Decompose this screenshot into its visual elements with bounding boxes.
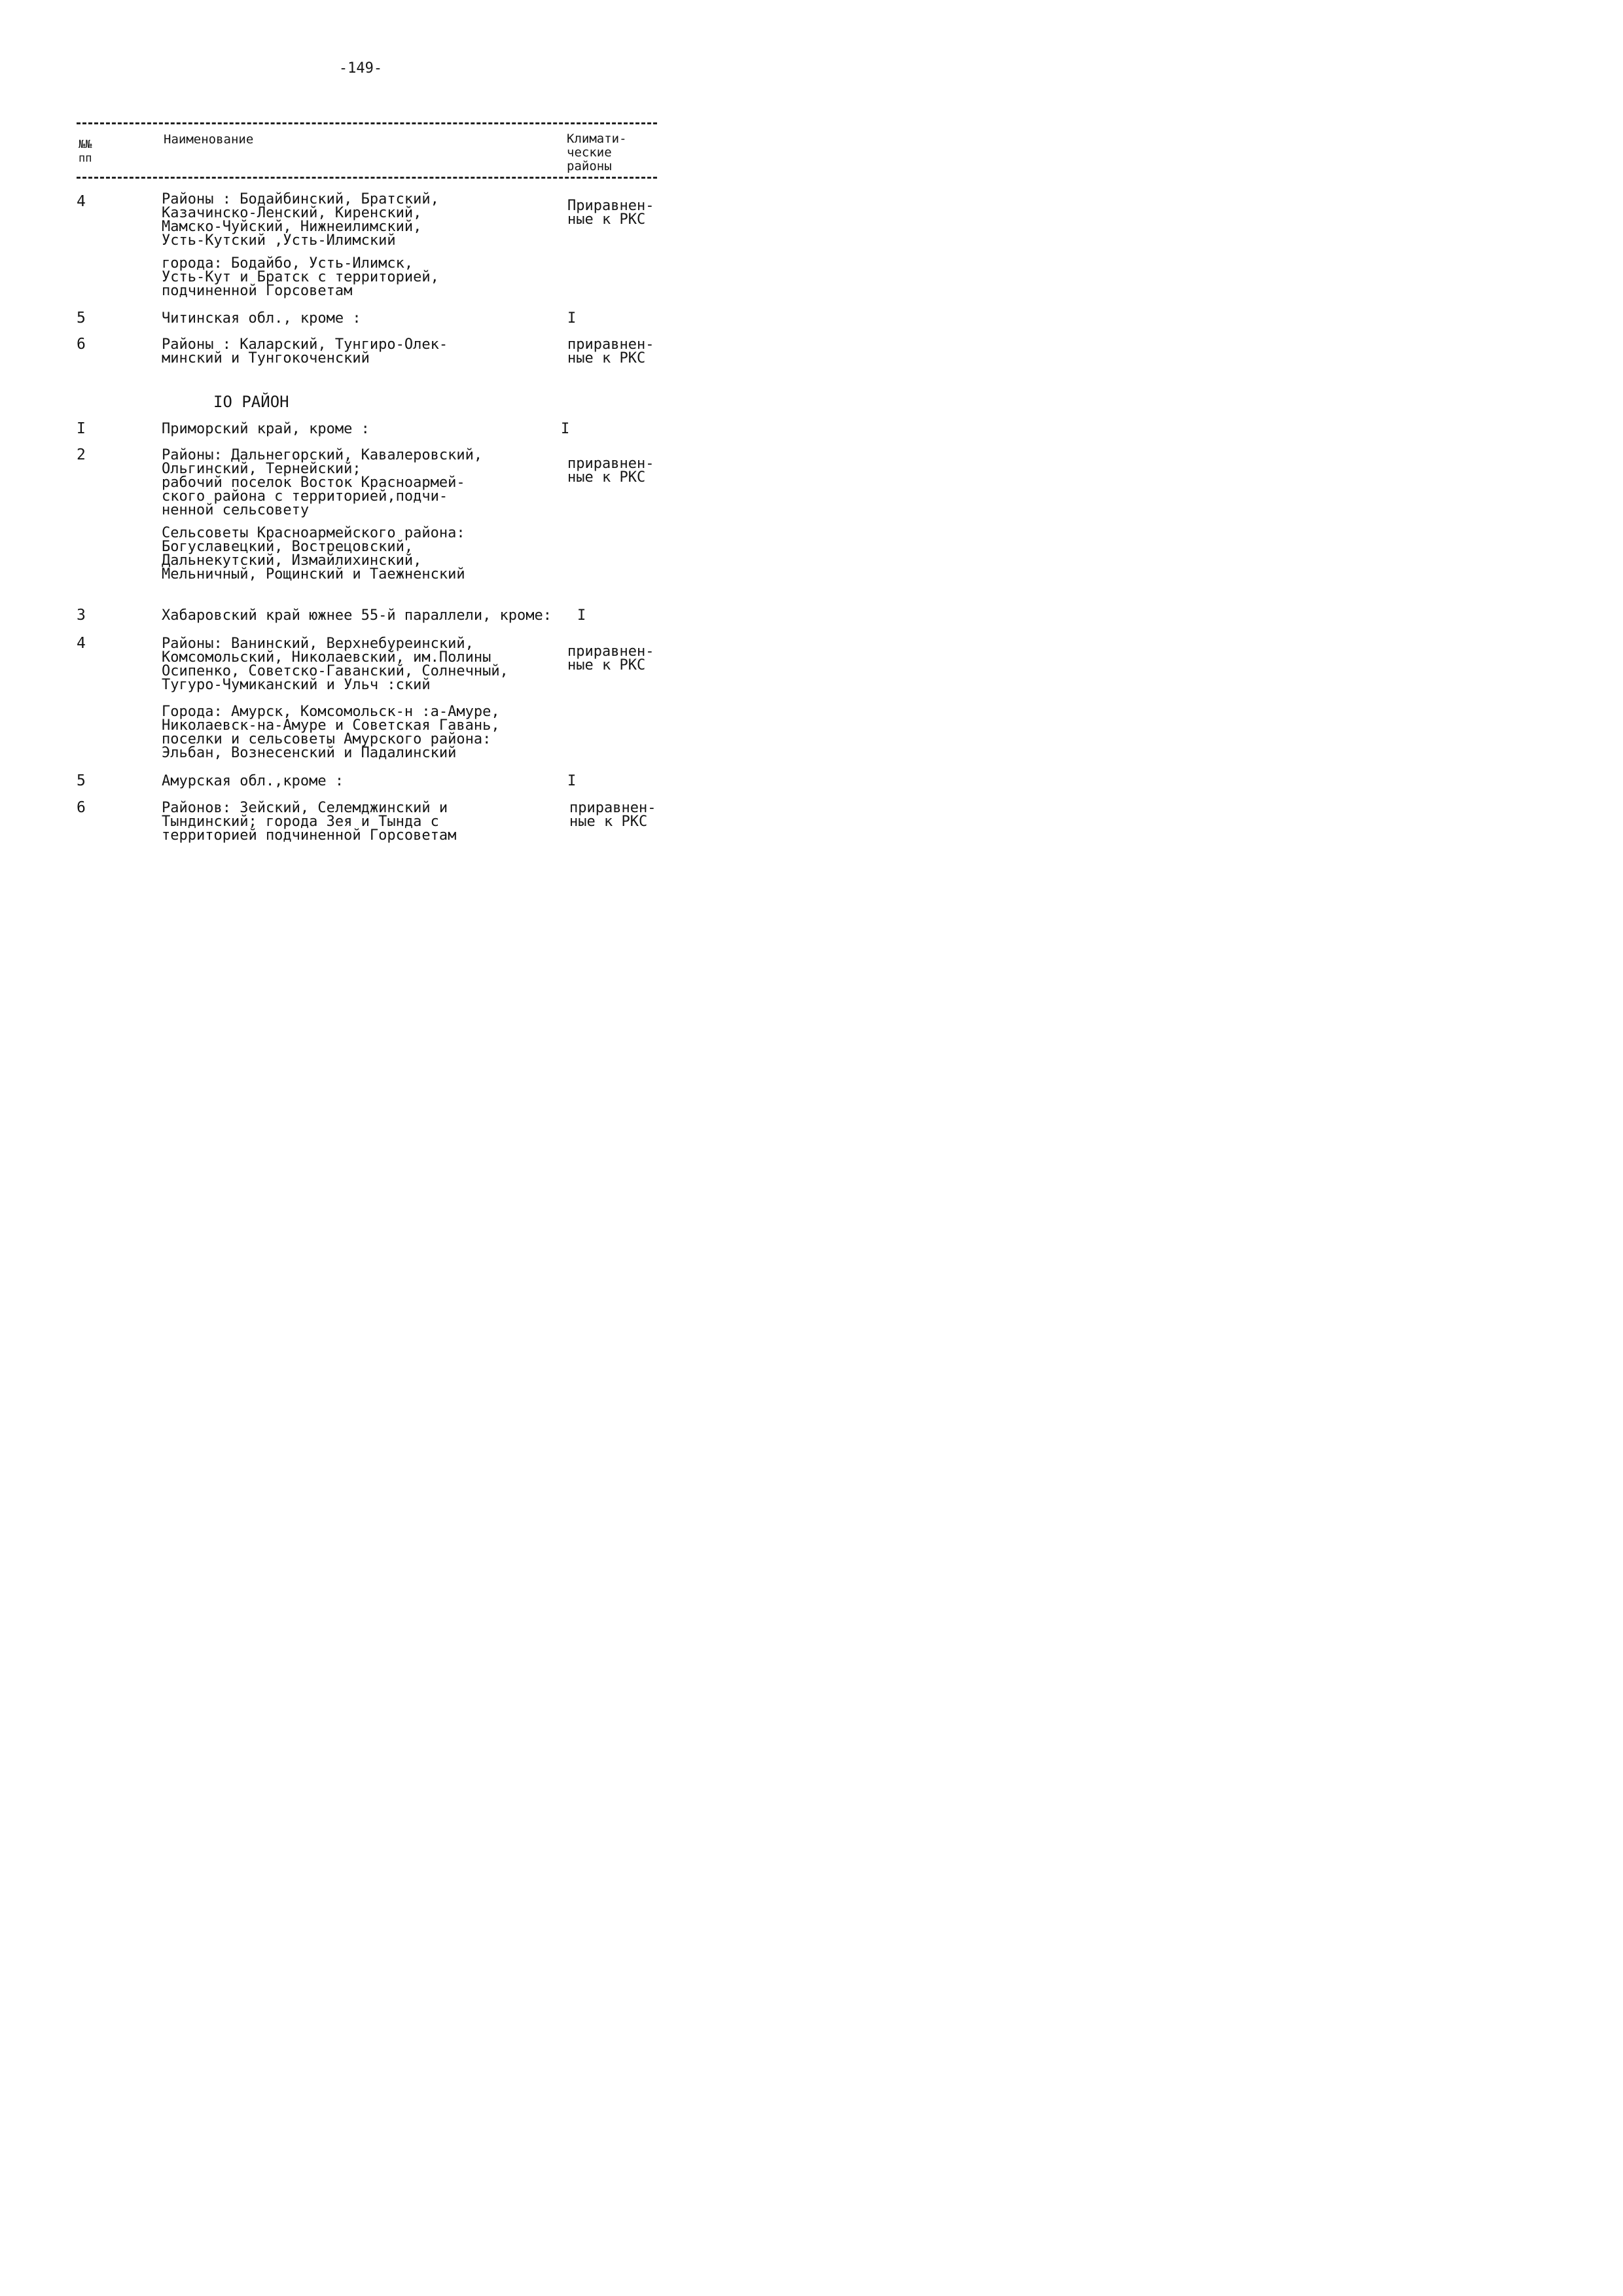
row-climate: I bbox=[577, 607, 586, 624]
row-climate: приравнен- ные к РКС bbox=[567, 336, 654, 367]
row-climate: приравнен- ные к РКС bbox=[567, 643, 654, 673]
row-climate: приравнен- ные к РКС bbox=[567, 456, 654, 486]
row-number: 5 bbox=[77, 310, 86, 327]
header-top-rule bbox=[77, 122, 657, 124]
row-number: 6 bbox=[77, 799, 86, 816]
row-number: 3 bbox=[77, 607, 86, 624]
row-climate: I bbox=[561, 421, 570, 437]
row-name: Районы : Бодайбинский, Братский, Казачинско-Ленский, Киренский, Мамско-Чуйский, Нижнеилимский, Усть-Кутский ,Усть-Илимский bbox=[162, 191, 439, 249]
row-climate: I bbox=[567, 773, 577, 789]
row-name: города: Бодайбо, Усть-Илимск, Усть-Кут и Братск с территорией, подчиненной Горсоветам bbox=[162, 255, 439, 299]
row-number: I bbox=[77, 420, 86, 437]
row-name: Города: Амурск, Комсомольск-н :а-Амуре, Николаевск-на-Амуре и Советская Гавань, поселки и сельсоветы Амурского района: Эльбан, Вознесенский и Падалинский bbox=[162, 704, 500, 761]
row-name: Хабаровский край южнее 55-й параллели, кроме: bbox=[162, 607, 552, 624]
row-climate: Приравнен- ные к РКС bbox=[567, 198, 654, 228]
row-climate: I bbox=[567, 310, 577, 327]
row-number: 2 bbox=[77, 446, 86, 463]
row-number: 6 bbox=[77, 336, 86, 353]
row-climate: приравнен- ные к РКС bbox=[569, 800, 656, 830]
header-bottom-rule bbox=[77, 177, 657, 179]
section-title: IO РАЙОН bbox=[213, 393, 289, 411]
row-name: Районов: Зейский, Селемджинский и Тындинский; города Зея и Тында с территорией подчиненной Горсоветам bbox=[162, 800, 457, 844]
page-number: -149- bbox=[338, 60, 383, 77]
row-name: Районы: Ванинский, Верхнебуреинский, Комсомольский, Николаевский, им.Полины Осипенко, Советско-Гаванский, Солнечный, Тугуро-Чумиканский и Ульч :ский bbox=[162, 636, 508, 693]
header-name-column: Наименование bbox=[164, 132, 254, 147]
row-name: Приморский край, кроме : bbox=[162, 421, 370, 437]
header-climate-column: Климати- ческие районы bbox=[567, 132, 627, 173]
row-name: Районы: Дальнегорский, Кавалеровский, Ольгинский, Тернейский; рабочий поселок Восток Красноармей- ского района с территорией,подчи- ненной сельсовету bbox=[162, 447, 483, 518]
row-number: 4 bbox=[77, 635, 86, 652]
header-number-column: №№ пп bbox=[79, 138, 92, 165]
row-number: 5 bbox=[77, 772, 86, 789]
row-name: Сельсоветы Красноармейского района: Богуславецкий, Вострецовский, Дальнекутский, Измайлихинский, Мельничный, Рощинский и Таежненский bbox=[162, 525, 465, 583]
row-number: 4 bbox=[77, 193, 86, 210]
row-name: Читинская обл., кроме : bbox=[162, 310, 361, 327]
row-name: Районы : Каларский, Тунгиро-Олек- минский и Тунгокоченский bbox=[162, 336, 448, 367]
row-name: Амурская обл.,кроме : bbox=[162, 773, 344, 789]
